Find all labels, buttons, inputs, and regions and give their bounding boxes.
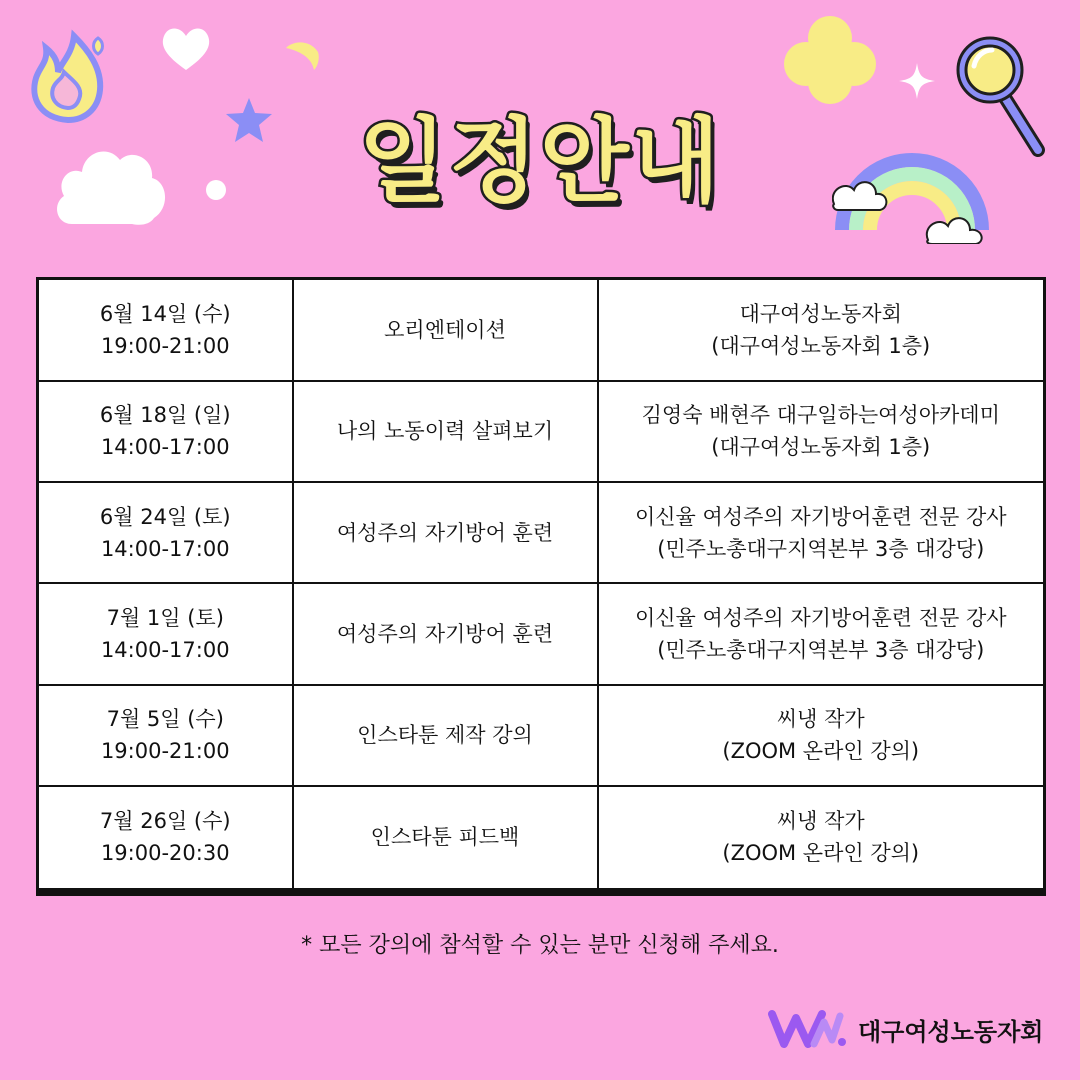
date-cell (38, 482, 293, 583)
date-cell (38, 279, 293, 381)
info-cell (598, 685, 1045, 786)
date-text: 7월 5일 (수) (106, 707, 224, 732)
topic-cell: 인스타툰 피드백 (293, 786, 598, 892)
page-title: 일정안내 (358, 108, 722, 215)
date-text: 6월 18일 (일) (99, 403, 231, 428)
table-row (38, 279, 1045, 381)
topic-cell: 인스타툰 제작 강의 (293, 685, 598, 786)
date-cell (38, 685, 293, 786)
flame-spark-icon (88, 36, 108, 56)
crescent-icon (282, 38, 322, 72)
topic-cell: 여성주의 자기방어 훈련 (293, 583, 598, 684)
wn-logo-icon (768, 1008, 848, 1050)
info-location: (민주노총대구지역본부 3층 대강당) (657, 536, 985, 561)
schedule-table (36, 277, 1046, 896)
time-text: 14:00-17:00 (100, 637, 230, 662)
info-line: 씨냉 작가 (776, 809, 865, 834)
time-text: 19:00-21:00 (100, 333, 230, 358)
table-row (38, 482, 1045, 583)
topic-cell: 나의 노동이력 살펴보기 (293, 381, 598, 482)
organization-name: 대구여성노동자회 (858, 1017, 1044, 1046)
time-text: 14:00-17:00 (100, 435, 230, 460)
date-cell (38, 583, 293, 684)
info-location: (대구여성노동자회 1층) (711, 333, 931, 358)
date-text: 6월 14일 (수) (99, 301, 231, 326)
date-cell (38, 786, 293, 892)
time-text: 19:00-20:30 (100, 841, 230, 866)
date-text: 6월 24일 (토) (99, 504, 231, 529)
info-location: (민주노총대구지역본부 3층 대강당) (657, 637, 985, 662)
info-line: 씨냉 작가 (776, 707, 865, 732)
topic-cell: 여성주의 자기방어 훈련 (293, 482, 598, 583)
info-location: (대구여성노동자회 1층) (711, 435, 931, 460)
info-location: (ZOOM 온라인 강의) (722, 739, 920, 764)
table-row (38, 381, 1045, 482)
date-text: 7월 26일 (수) (99, 809, 231, 834)
footnote: * 모든 강의에 참석할 수 있는 분만 신청해 주세요. (301, 933, 779, 958)
info-location: (ZOOM 온라인 강의) (722, 841, 920, 866)
organization-logo (768, 1004, 1043, 1054)
time-text: 14:00-17:00 (100, 536, 230, 561)
time-text: 19:00-21:00 (100, 739, 230, 764)
topic-cell: 오리엔테이션 (293, 279, 598, 381)
info-cell (598, 482, 1045, 583)
info-cell (598, 381, 1045, 482)
date-cell (38, 381, 293, 482)
table-row (38, 786, 1045, 892)
date-text: 7월 1일 (토) (106, 605, 224, 630)
info-line: 이신율 여성주의 자기방어훈련 전문 강사 (634, 504, 1007, 529)
table-row (38, 583, 1045, 684)
info-cell (598, 786, 1045, 892)
table-row (38, 685, 1045, 786)
info-line: 대구여성노동자회 (739, 301, 902, 326)
info-cell (598, 279, 1045, 381)
info-line: 김영숙 배현주 대구일하는여성아카데미 (641, 403, 1000, 428)
info-line: 이신율 여성주의 자기방어훈련 전문 강사 (634, 605, 1007, 630)
info-cell (598, 583, 1045, 684)
heart-icon (160, 24, 212, 72)
